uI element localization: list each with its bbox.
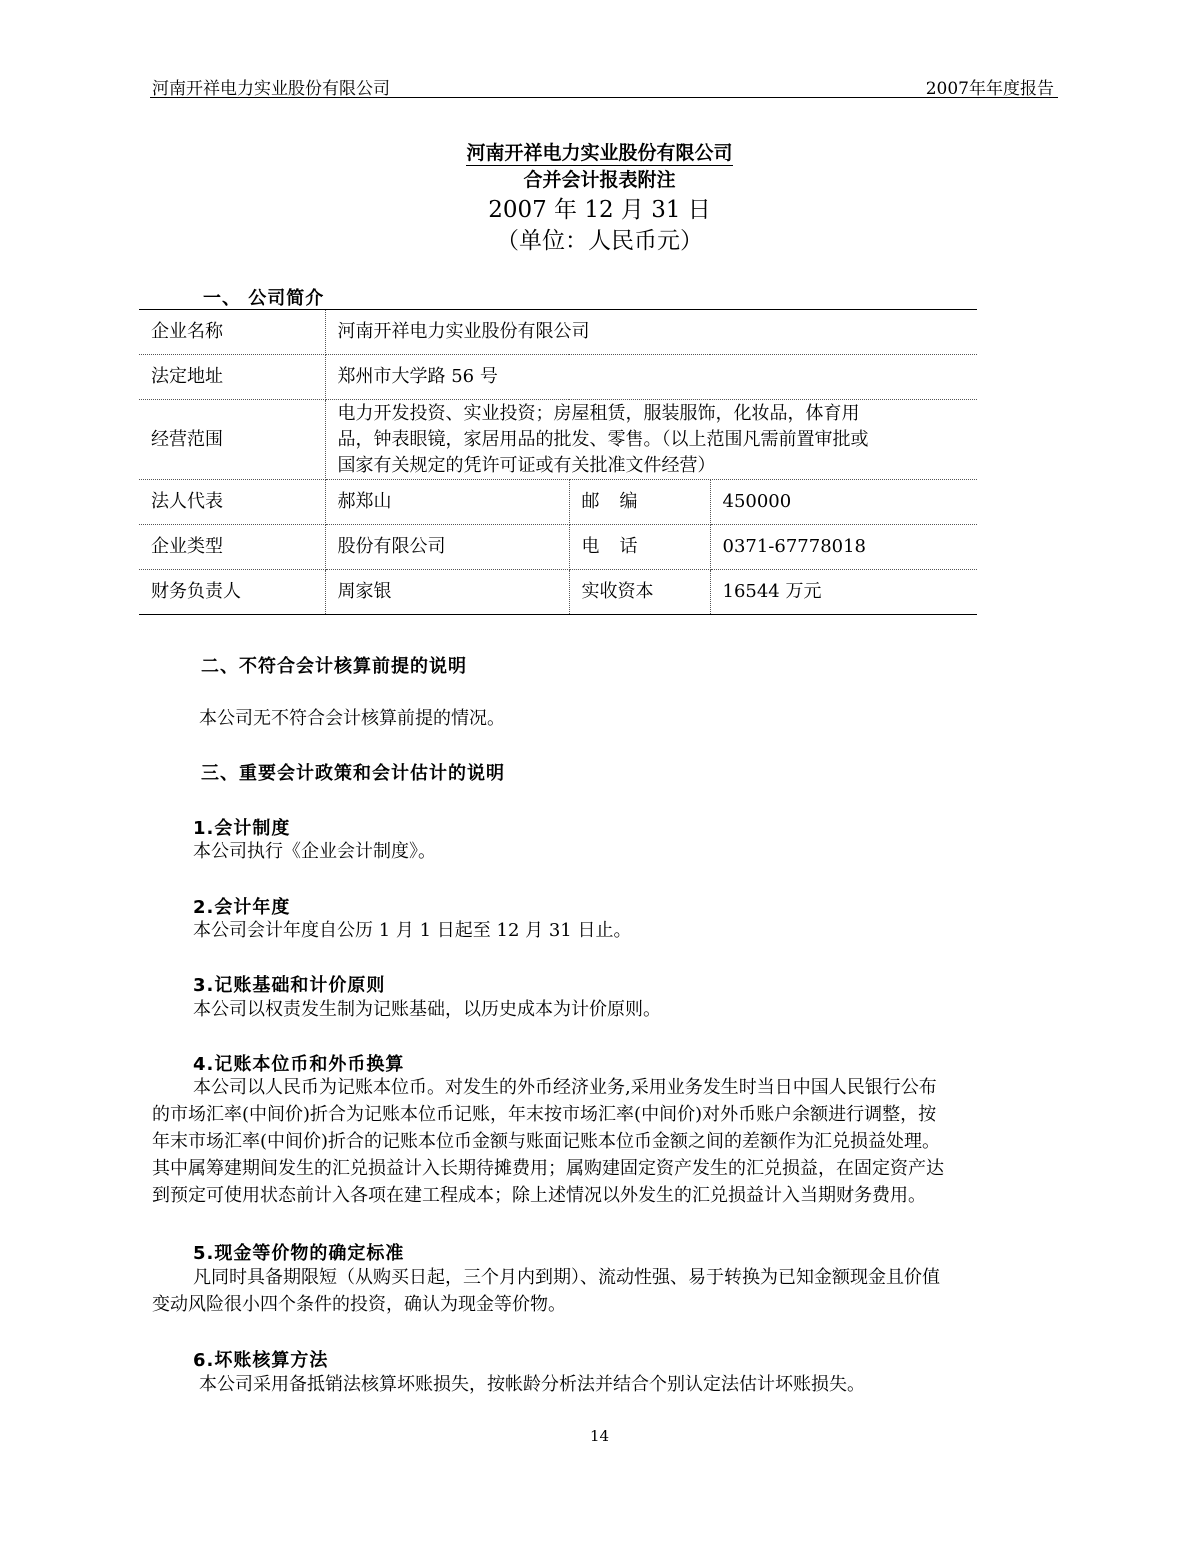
table-row bbox=[139, 400, 977, 480]
finance-label: 财务负责人 bbox=[139, 570, 325, 615]
doc-date: 2007 年 12 月 31 日 bbox=[488, 197, 711, 223]
doc-title-company-text: 河南开祥电力实业股份有限公司 bbox=[466, 142, 733, 164]
name-label: 企业名称 bbox=[139, 310, 325, 355]
company-info-table bbox=[139, 309, 977, 615]
item4-line: 的市场汇率(中间价)折合为记账本位币记账，年末按市场汇率(中间价)对外币账户余额进行调整，按 bbox=[152, 1104, 937, 1125]
item1-heading: 1.会计制度 bbox=[193, 818, 291, 839]
section2-text: 本公司无不符合会计核算前提的情况。 bbox=[199, 708, 505, 729]
item5-heading: 5.现金等价物的确定标准 bbox=[193, 1243, 405, 1264]
item5-line: 凡同时具备期限短（从购买日起，三个月内到期）、流动性强、易于转换为已知金额现金且价值 bbox=[193, 1267, 940, 1288]
doc-unit: （单位：人民币元） bbox=[496, 228, 703, 254]
type-value: 股份有限公司 bbox=[325, 525, 569, 570]
phone-value: 0371-67778018 bbox=[710, 525, 977, 570]
item4-line: 年末市场汇率(中间价)折合的记账本位币金额与账面记账本位币金额之间的差额作为汇兑损益处理。 bbox=[152, 1131, 941, 1152]
header-divider bbox=[150, 97, 1058, 98]
name-value: 河南开祥电力实业股份有限公司 bbox=[325, 310, 977, 355]
scope-label: 经营范围 bbox=[139, 400, 325, 480]
header-company: 河南开祥电力实业股份有限公司 bbox=[152, 79, 390, 99]
address-label: 法定地址 bbox=[139, 355, 325, 400]
phone-label: 电话 bbox=[569, 525, 710, 570]
item4-line: 到预定可使用状态前计入各项在建工程成本；除上述情况以外发生的汇兑损益计入当期财务费用。 bbox=[152, 1185, 926, 1206]
section3-heading: 三、重要会计政策和会计估计的说明 bbox=[201, 763, 505, 784]
table-row bbox=[139, 480, 977, 525]
item4-text bbox=[152, 1074, 1062, 1209]
scope-line: 电力开发投资、实业投资；房屋租赁，服装服饰，化妆品，体育用 bbox=[337, 402, 860, 424]
capital-label: 实收资本 bbox=[569, 570, 710, 615]
item2-text: 本公司会计年度自公历 1 月 1 日起至 12 月 31 日止。 bbox=[193, 920, 632, 941]
item6-heading: 6.坏账核算方法 bbox=[193, 1350, 329, 1371]
item2-heading: 2.会计年度 bbox=[193, 897, 291, 918]
header-report: 2007年年度报告 bbox=[925, 79, 1054, 99]
item5-line: 变动风险很小四个条件的投资，确认为现金等价物。 bbox=[152, 1294, 566, 1315]
table-row bbox=[139, 355, 977, 400]
item3-heading: 3.记账基础和计价原则 bbox=[193, 975, 386, 996]
item4-line: 本公司以人民币为记账本位币。对发生的外币经济业务,采用业务发生时当日中国人民银行公布 bbox=[193, 1077, 937, 1098]
doc-subtitle: 合并会计报表附注 bbox=[523, 169, 676, 191]
page-number: 14 bbox=[589, 1427, 610, 1445]
section1-heading: 一、 公司简介 bbox=[203, 288, 325, 309]
item4-line: 其中属筹建期间发生的汇兑损益计入长期待摊费用；属购建固定资产发生的汇兑损益，在固定资产达 bbox=[152, 1158, 944, 1179]
zip-label: 邮编 bbox=[569, 480, 710, 525]
table-row bbox=[139, 570, 977, 615]
scope-line: 品，钟表眼镜，家居用品的批发、零售。（以上范围凡需前置审批或 bbox=[337, 428, 869, 450]
section2-heading: 二、不符合会计核算前提的说明 bbox=[201, 656, 467, 677]
scope-line: 国家有关规定的凭许可证或有关批准文件经营） bbox=[337, 454, 716, 476]
type-label: 企业类型 bbox=[139, 525, 325, 570]
scope-value bbox=[325, 400, 977, 480]
doc-title-company bbox=[0, 138, 1199, 165]
zip-value: 450000 bbox=[710, 480, 977, 525]
item5-text bbox=[152, 1264, 1062, 1318]
table-row bbox=[139, 310, 977, 355]
item6-text: 本公司采用备抵销法核算坏账损失，按帐龄分析法并结合个别认定法估计坏账损失。 bbox=[199, 1374, 865, 1395]
item4-heading: 4.记账本位币和外币换算 bbox=[193, 1054, 405, 1075]
item3-text: 本公司以权责发生制为记账基础，以历史成本为计价原则。 bbox=[193, 999, 661, 1020]
table-row bbox=[139, 525, 977, 570]
rep-value: 郝郑山 bbox=[325, 480, 569, 525]
rep-label: 法人代表 bbox=[139, 480, 325, 525]
capital-value: 16544 万元 bbox=[710, 570, 977, 615]
address-value: 郑州市大学路 56 号 bbox=[325, 355, 977, 400]
item1-text: 本公司执行《企业会计制度》。 bbox=[193, 841, 436, 862]
finance-value: 周家银 bbox=[325, 570, 569, 615]
